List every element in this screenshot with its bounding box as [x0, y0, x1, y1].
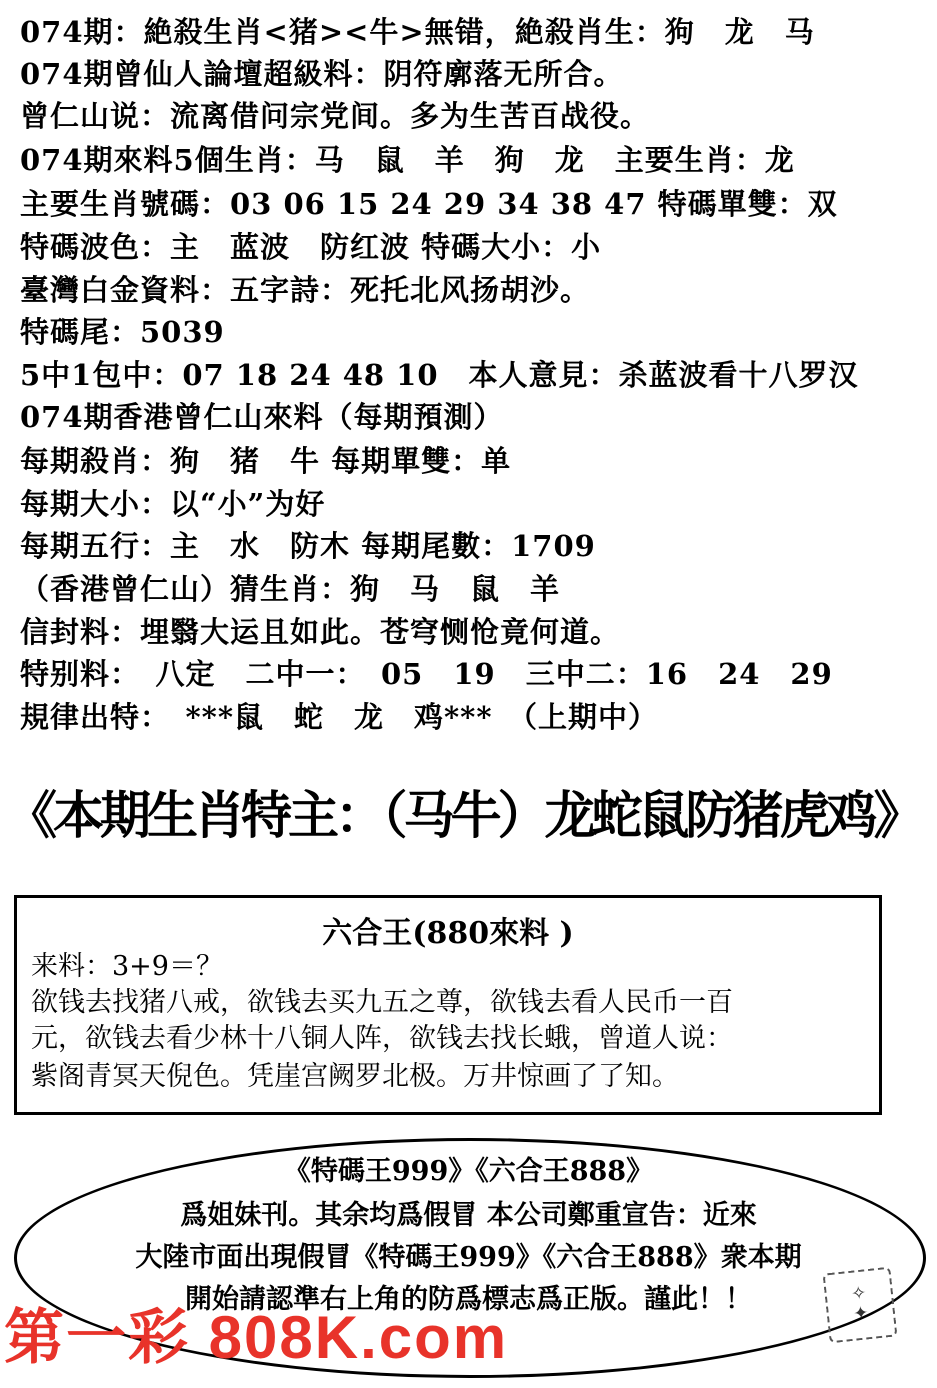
notice-line-3: 大陸市面出現假冒《特碼王999》《六合王888》衆本期: [135, 1242, 802, 1273]
line-16: 特别料： 八定 二中一： 05 19 三中二：16 24 29: [20, 657, 833, 691]
line-9: 5中1包中：07 18 24 48 10 本人意見：杀蓝波看十八罗汉: [20, 358, 859, 392]
zodiac-banner: 《本期生肖特主：（马牛）龙蛇鼠防猪虎鸡》: [6, 786, 921, 846]
notice-line-4: 開始請認準右上角的防爲標志爲正版。謹此！！: [185, 1284, 752, 1315]
anti-counterfeit-seal-icon: ✧ ✦: [823, 1267, 898, 1344]
line-6: 特碼波色：主 蓝波 防红波 特碼大小：小: [20, 230, 602, 264]
box-line-2: 欲钱去找猪八戒，欲钱去买九五之尊，欲钱去看人民币一百: [31, 987, 733, 1018]
line-10: 074期香港曾仁山來料（每期預測）: [20, 400, 504, 434]
line-5: 主要生肖號碼：03 06 15 24 29 34 38 47 特碼單雙：双: [20, 187, 838, 221]
notice-line-1: 《特碼王999》《六合王888》: [283, 1156, 654, 1187]
line-11: 每期殺肖：狗 猪 牛 每期單雙：单: [20, 444, 512, 478]
watermark: 第一彩 808K.com: [4, 1304, 509, 1371]
line-13: 每期五行：主 水 防木 每期尾數：1709: [20, 529, 596, 563]
line-2: 074期曾仙人論壇超級料：阴符廓落无所合。: [20, 57, 624, 91]
box-line-1: 来料：3+9＝？: [31, 951, 223, 982]
line-1: 074期：絶殺生肖<猪><牛>無错，絶殺肖生：狗 龙 马: [20, 15, 815, 49]
line-12: 每期大小：以“小”为好: [20, 487, 326, 521]
line-17: 規律出特： ***鼠 蛇 龙 鸡*** （上期中）: [20, 700, 658, 734]
box-line-3: 元，欲钱去看少林十八铜人阵，欲钱去找长蛾，曾道人说：: [31, 1023, 733, 1054]
line-3: 曾仁山说：流离借问宗党间。多为生苦百战役。: [20, 99, 651, 133]
line-15: 信封料：埋翳大运且如此。苍穹恻怆竟何道。: [20, 615, 621, 649]
line-7: 臺灣白金資料：五字詩：死托北风扬胡沙。: [20, 273, 591, 307]
box-title: 六合王(880來料 ): [322, 916, 574, 951]
line-4: 074期來料5個生肖：马 鼠 羊 狗 龙 主要生肖：龙: [20, 143, 795, 177]
line-8: 特碼尾：5039: [20, 315, 225, 349]
liuhewang-box: [14, 895, 882, 1115]
box-line-4: 紫阁青冥天倪色。凭崖宫阙罗北极。万井惊画了了知。: [31, 1061, 679, 1092]
notice-line-2: 爲姐妹刊。其余均爲假冒 本公司鄭重宣告：近來: [180, 1200, 757, 1231]
line-14: （香港曾仁山）猜生肖：狗 马 鼠 羊: [20, 572, 561, 606]
